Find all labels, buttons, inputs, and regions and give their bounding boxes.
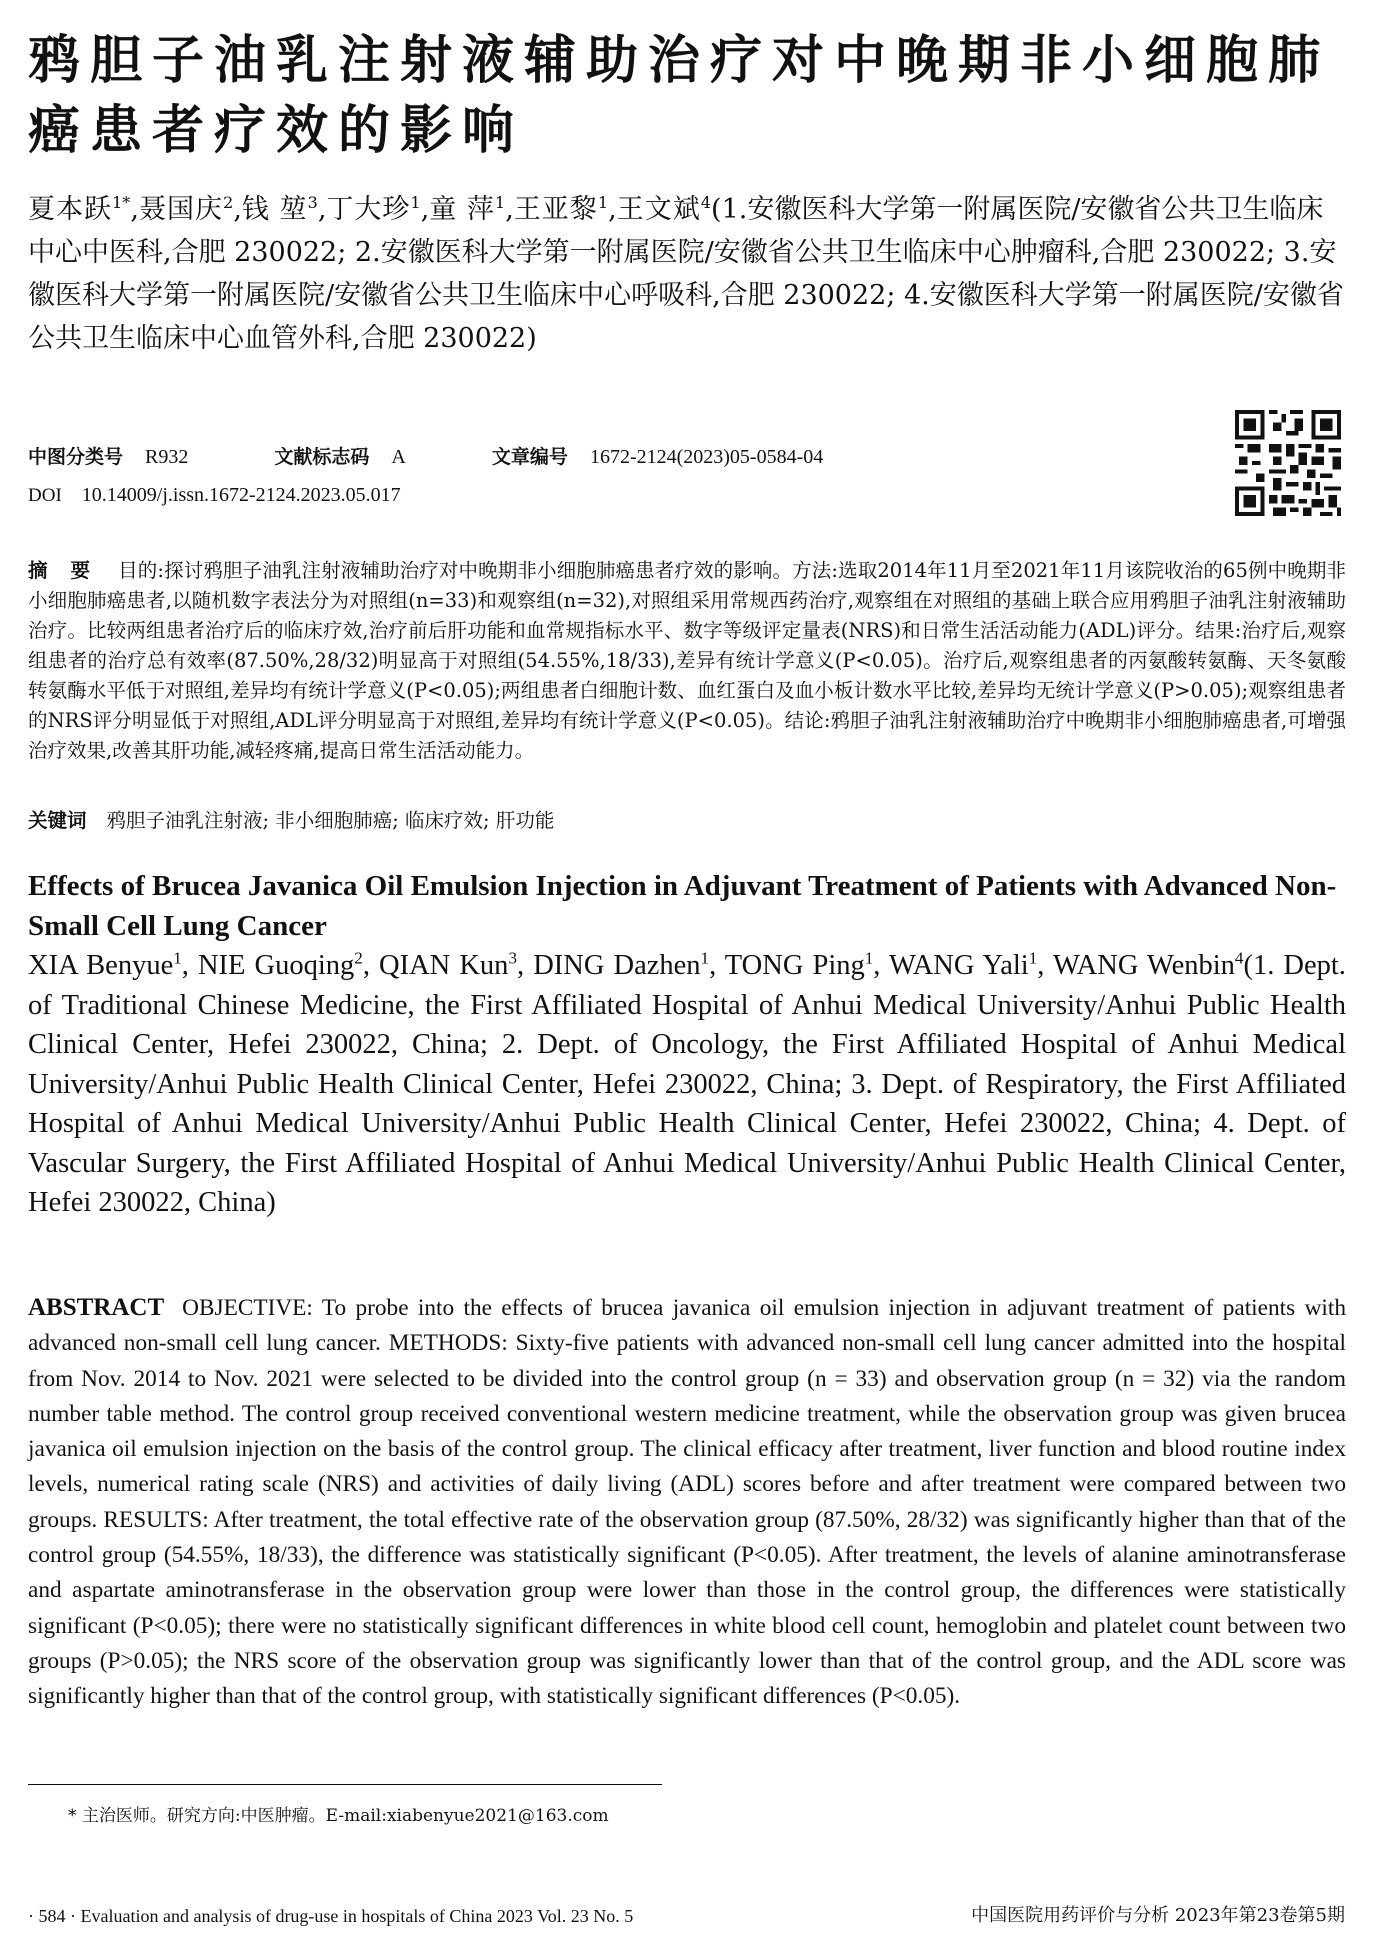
- en-affiliations: (1. Dept. of Traditional Chinese Medicine, the First Affiliated Hospital of Anhui Medical University/Anhui Public Health Clinical Center, Hefei 230022, China; 2. Dept. of Oncology, the First Affiliated Hospital of Anhui Medical University/Anhui Public Health Clinical Center, Hefei 230022, China; 3. Dept. of Respiratory, the First Affiliated Hospital of Anhui Medical University/Anhui Public Health Clinical Center, Hefei 230022, China; 4. Dept. of Vascular Surgery, the First Affiliated Hospital of Anhui Medical University/Anhui Public Health Clinical Center, Hefei 230022, China): [28, 950, 1346, 1218]
- en-author: WANG Yali: [888, 950, 1029, 981]
- cn-author: 钱 堃: [241, 194, 308, 225]
- chinese-authors-block: 夏本跃$^{1*}$,聂国庆$^2$,钱 堃$^3$,丁大珍$^1$,童 萍$^1$,王亚黎$^1$,王文斌$^4$(1.安徽医科大学第一附属医院/安徽省公共卫生临床中心中医科,合肥 230022; 2.安徽医科大学第一附属医院/安徽省公共卫生临床中心肿瘤科,合肥 230022; 3.安徽医科大学第一附属医院/安徽省公共卫生临床中心呼吸科,合肥 230022; 4.安徽医科大学第一附属医院/安徽省公共卫生临床中心血管外科,合肥 230022): [28, 193, 1344, 354]
- footer-journal-en: · 584 · Evaluation and analysis of drug-use in hospitals of China 2023 Vol. 23 No. 5: [28, 1906, 634, 1926]
- cn-affiliations: (1.安徽医科大学第一附属医院/安徽省公共卫生临床中心中医科,合肥 230022; 2.安徽医科大学第一附属医院/安徽省公共卫生临床中心肿瘤科,合肥 230022; 3.安徽医科大学第一附属医院/安徽省公共卫生临床中心呼吸科,合肥 230022; 4.安徽医科大学第一附属医院/安徽省公共卫生临床中心血管外科,合肥 230022): [28, 194, 1344, 354]
- cn-author: 童 萍: [429, 194, 495, 225]
- cn-author: 王亚黎: [513, 194, 598, 225]
- cn-keywords-label: 关键词: [28, 809, 87, 832]
- clc-label: 中图分类号: [28, 446, 124, 468]
- en-author-sup: 2: [354, 948, 363, 968]
- en-abstract-label: ABSTRACT: [28, 1294, 165, 1321]
- article-meta: [28, 438, 1208, 515]
- footer-journal-cn: 中国医院用药评价与分析 2023年第23卷第5期: [971, 1905, 1345, 1926]
- en-author-sup: 1: [864, 948, 874, 968]
- cn-author-sup: 1: [597, 193, 609, 212]
- en-author-sup: 1: [1028, 948, 1038, 968]
- cn-author-sup: 4: [700, 193, 712, 212]
- en-author: WANG Wenbin: [1052, 950, 1235, 981]
- en-author: NIE Guoqing: [197, 950, 355, 981]
- clc-value: R932: [145, 446, 189, 468]
- cn-author-sup: 1*: [112, 193, 131, 212]
- en-author-sup: 1: [173, 948, 182, 968]
- en-author: TONG Ping: [724, 950, 865, 981]
- cn-author: 丁大珍: [326, 194, 411, 225]
- doc-code-label: 文献标志码: [274, 446, 370, 468]
- english-abstract: [28, 1290, 1346, 1715]
- en-author-sup: 3: [508, 948, 517, 968]
- cn-author-sup: 1: [410, 193, 421, 212]
- cn-abstract-text: 目的:探讨鸦胆子油乳注射液辅助治疗对中晚期非小细胞肺癌患者疗效的影响。方法:选取2014年11月至2021年11月该院收治的65例中晚期非小细胞肺癌患者,以随机数字表法分为对照组(n=33)和观察组(n=32),对照组采用常规西药治疗,观察组在对照组的基础上联合应用鸦胆子油乳注射液辅助治疗。比较两组患者治疗后的临床疗效,治疗前后肝功能和血常规指标水平、数字等级评定量表(NRS)和日常生活活动能力(ADL)评分。结果:治疗后,观察组患者的治疗总有效率(87.50%,28/32)明显高于对照组(54.55%,18/33),差异有统计学意义(P<0.05)。治疗后,观察组患者的丙氨酸转氨酶、天冬氨酸转氨酶水平低于对照组,差异均有统计学意义(P<0.05);两组患者白细胞计数、血红蛋白及血小板计数水平比较,差异均无统计学意义(P>0.05);观察组患者的NRS评分明显低于对照组,ADL评分明显高于对照组,差异均有统计学意义(P<0.05)。结论:鸦胆子油乳注射液辅助治疗中晚期非小细胞肺癌患者,可增强治疗效果,改善其肝功能,减轻疼痛,提高日常生活活动能力。: [28, 559, 1346, 762]
- meta-line-1: [28, 438, 1208, 476]
- chinese-abstract: [28, 556, 1346, 766]
- qr-code-icon: [1235, 410, 1341, 516]
- cn-keywords-text: 鸦胆子油乳注射液; 非小细胞肺癌; 临床疗效; 肝功能: [106, 809, 555, 832]
- article-no-label: 文章编号: [491, 446, 568, 468]
- english-authors-block: XIA Benyue$^1$, NIE Guoqing$^2$, QIAN Kun$^3$, DING Dazhen$^1$, TONG Ping$^1$, WANG Yali$^1$, WANG Wenbin$^4$(1. Dept. of Traditional Chinese Medicine, the First Affiliated Hospital of Anhui Medical University/Anhui Public Health Clinical Center, Hefei 230022, China; 2. Dept. of Oncology, the First Affiliated Hospital of Anhui Medical University/Anhui Public Health Clinical Center, Hefei 230022, China; 3. Dept. of Respiratory, the First Affiliated Hospital of Anhui Medical University/Anhui Public Health Clinical Center, Hefei 230022, China; 4. Dept. of Vascular Surgery, the First Affiliated Hospital of Anhui Medical University/Anhui Public Health Clinical Center, Hefei 230022, China): [28, 948, 1346, 1218]
- chinese-keywords: [28, 806, 1346, 836]
- footnote-divider: [28, 1784, 662, 1785]
- cn-author: 王文斌: [616, 194, 701, 225]
- cn-author-sup: 3: [307, 193, 318, 212]
- en-author: DING Dazhen: [533, 950, 701, 981]
- en-author-sup: 4: [1234, 948, 1244, 968]
- article-no-value: 1672-2124(2023)05-0584-04: [589, 446, 824, 468]
- english-title: Effects of Brucea Javanica Oil Emulsion Injection in Adjuvant Treatment of Patients with Advanced Non-Small Cell Lung Cancer: [28, 870, 1337, 942]
- en-author-sup: 1: [700, 948, 710, 968]
- cn-author: 聂国庆: [139, 194, 223, 225]
- doi-value: 10.14009/j.issn.1672-2124.2023.05.017: [81, 484, 401, 506]
- en-abstract-text: OBJECTIVE: To probe into the effects of brucea javanica oil emulsion injection in adjuvant treatment of patients with advanced non-small cell lung cancer. METHODS: Sixty-five patients with advanced non-small cell lung cancer admitted into the hospital from Nov. 2014 to Nov. 2021 were selected to be divided into the control group (n = 33) and observation group (n = 32) via the random number table method. The control group received conventional western medicine treatment, while the observation group was given brucea javanica oil emulsion injection on the basis of the control group. The clinical efficacy after treatment, liver function and blood routine index levels, numerical rating scale (NRS) and activities of daily living (ADL) scores before and after treatment were compared between two groups. RESULTS: After treatment, the total effective rate of the observation group (87.50%, 28/32) was significantly higher than that of the control group (54.55%, 18/33), the difference was statistically significant (P<0.05). After treatment, the levels of alanine aminotransferase and aspartate aminotransferase in the observation group were lower than those in the control group, the differences were statistically significant (P<0.05); there were no statistically significant differences in white blood cell count, hemoglobin and platelet count between two groups (P>0.05); the NRS score of the observation group was significantly lower than that of the control group, and the ADL score was significantly higher than that of the control group, with statistically significant differences (P<0.05).: [28, 1295, 1346, 1710]
- author-footnote: * 主治医师。研究方向:中医肿瘤。E-mail:xiabenyue2021@163.com: [68, 1806, 609, 1826]
- chinese-title: 鸦胆子油乳注射液辅助治疗对中晚期非小细胞肺癌患者疗效的影响: [28, 30, 1331, 161]
- meta-line-2: [28, 476, 1208, 515]
- en-author: XIA Benyue: [28, 950, 174, 981]
- doi-label: DOI: [28, 485, 62, 506]
- cn-author-sup: 2: [223, 193, 234, 212]
- doc-code-value: A: [391, 446, 406, 468]
- cn-author: 夏本跃: [28, 194, 112, 225]
- en-author: QIAN Kun: [379, 950, 509, 981]
- cn-abstract-label: 摘 要: [28, 559, 99, 582]
- cn-author-sup: 1: [494, 193, 506, 212]
